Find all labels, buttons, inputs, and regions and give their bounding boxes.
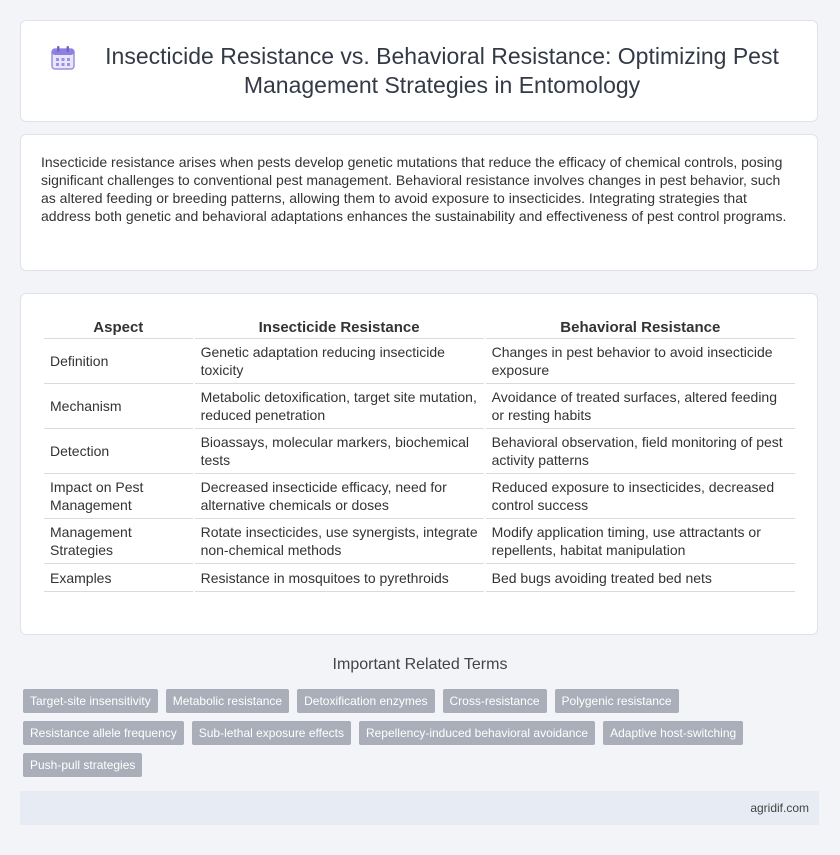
cell-insecticide: Bioassays, molecular markers, biochemical tests bbox=[195, 429, 484, 474]
related-term-tag[interactable]: Resistance allele frequency bbox=[23, 721, 184, 745]
header-aspect: Aspect bbox=[44, 314, 193, 339]
footer-site-link[interactable]: agridif.com bbox=[750, 801, 809, 815]
title-wrap bbox=[49, 42, 789, 100]
cell-behavioral: Reduced exposure to insecticides, decreased control success bbox=[486, 474, 795, 519]
table-row bbox=[44, 384, 795, 429]
table-row bbox=[44, 519, 795, 564]
related-term-tag[interactable]: Sub-lethal exposure effects bbox=[192, 721, 351, 745]
table-row bbox=[44, 564, 795, 592]
cell-insecticide: Genetic adaptation reducing insecticide toxicity bbox=[195, 339, 484, 384]
cell-aspect: Mechanism bbox=[44, 384, 193, 429]
related-term-tag[interactable]: Repellency-induced behavioral avoidance bbox=[359, 721, 595, 745]
related-term-tag[interactable]: Cross-resistance bbox=[443, 689, 547, 713]
cell-behavioral: Avoidance of treated surfaces, altered feeding or resting habits bbox=[486, 384, 795, 429]
cell-insecticide: Metabolic detoxification, target site mutation, reduced penetration bbox=[195, 384, 484, 429]
intro-paragraph: Insecticide resistance arises when pests develop genetic mutations that reduce the efficacy of chemical controls, posing significant challenges to conventional pest management. Behavioral resistance involves changes in pest behavior, such as altered feeding or breeding patterns, allowing them to avoid exposure to insecticides. Integrating strategies that address both genetic and behavioral adaptations enhances the sustainability and effectiveness of pest control programs. bbox=[41, 154, 787, 224]
cell-aspect: Examples bbox=[44, 564, 193, 592]
cell-aspect: Management Strategies bbox=[44, 519, 193, 564]
header-behavioral-resistance: Behavioral Resistance bbox=[486, 314, 795, 339]
cell-behavioral: Bed bugs avoiding treated bed nets bbox=[486, 564, 795, 592]
table-row bbox=[44, 429, 795, 474]
cell-aspect: Detection bbox=[44, 429, 193, 474]
cell-behavioral: Behavioral observation, field monitoring of pest activity patterns bbox=[486, 429, 795, 474]
related-term-tag[interactable]: Metabolic resistance bbox=[166, 689, 289, 713]
related-terms-list bbox=[23, 689, 803, 785]
footer bbox=[20, 791, 819, 825]
related-term-tag[interactable]: Detoxification enzymes bbox=[297, 689, 434, 713]
table-header-row bbox=[44, 314, 795, 339]
header-insecticide-resistance: Insecticide Resistance bbox=[195, 314, 484, 339]
cell-aspect: Impact on Pest Management bbox=[44, 474, 193, 519]
related-term-tag[interactable]: Push-pull strategies bbox=[23, 753, 142, 777]
related-terms-heading: Important Related Terms bbox=[332, 656, 508, 673]
calendar-icon bbox=[49, 44, 77, 72]
cell-aspect: Definition bbox=[44, 339, 193, 384]
intro-card bbox=[20, 134, 818, 271]
cell-insecticide: Resistance in mosquitoes to pyrethroids bbox=[195, 564, 484, 592]
title-card bbox=[20, 20, 818, 122]
cell-insecticide: Decreased insecticide efficacy, need for alternative chemicals or doses bbox=[195, 474, 484, 519]
cell-behavioral: Modify application timing, use attractants or repellents, habitat manipulation bbox=[486, 519, 795, 564]
comparison-table bbox=[42, 314, 797, 592]
cell-behavioral: Changes in pest behavior to avoid insecticide exposure bbox=[486, 339, 795, 384]
comparison-card bbox=[20, 293, 818, 635]
related-term-tag[interactable]: Polygenic resistance bbox=[555, 689, 679, 713]
table-row bbox=[44, 339, 795, 384]
related-term-tag[interactable]: Adaptive host-switching bbox=[603, 721, 743, 745]
page-title: Insecticide Resistance vs. Behavioral Resistance: Optimizing Pest Management Strategies in Entomology bbox=[105, 43, 779, 98]
cell-insecticide: Rotate insecticides, use synergists, integrate non-chemical methods bbox=[195, 519, 484, 564]
table-row bbox=[44, 474, 795, 519]
related-term-tag[interactable]: Target-site insensitivity bbox=[23, 689, 158, 713]
